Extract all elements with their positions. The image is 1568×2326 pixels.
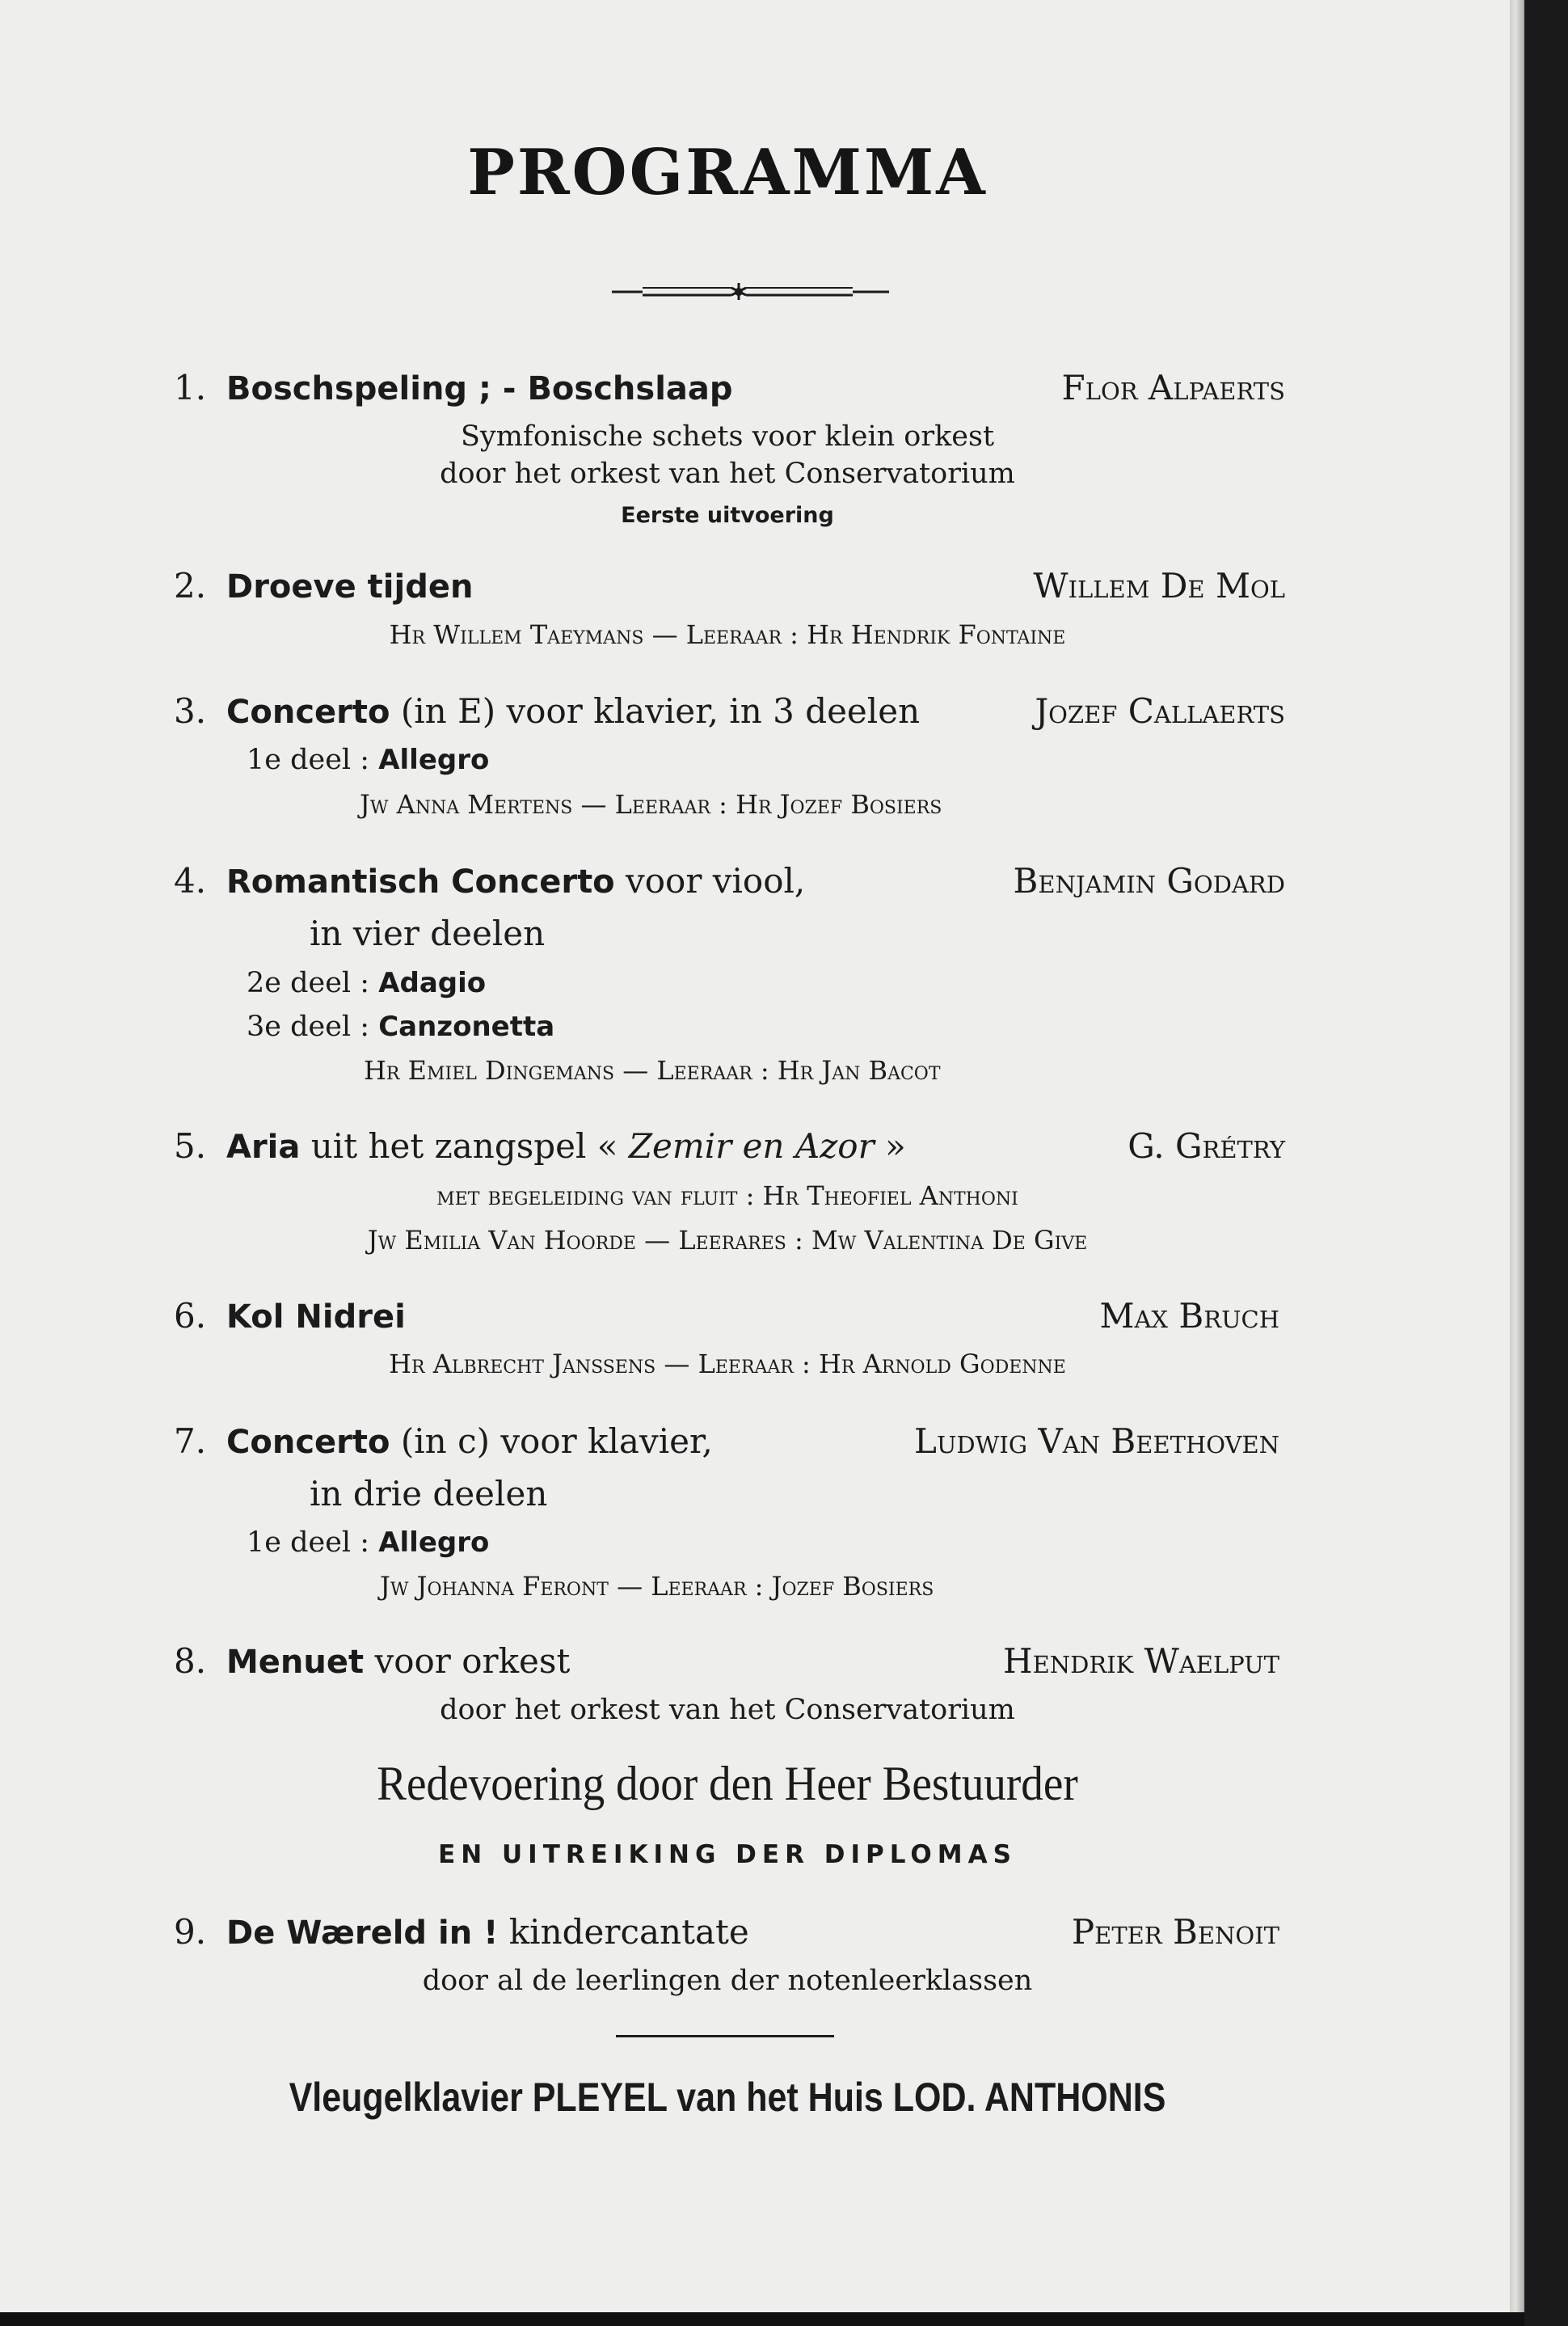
composer-name: Peter Benoit	[1071, 1912, 1279, 1952]
performer-line: Hr Albrecht Janssens — Leeraar : Hr Arnold Godenne	[389, 1349, 1066, 1379]
movement-line: 1e deel : Allegro	[247, 744, 490, 776]
work-subtitle: in drie deelen	[310, 1474, 548, 1513]
work-description: Symfonische schets voor klein orkest	[460, 420, 995, 453]
item-number: 1.	[174, 368, 207, 407]
item-number: 4.	[174, 861, 207, 901]
performer-line: Jw Emilia Van Hoorde — Leerares : Mw Valentina De Give	[367, 1225, 1088, 1256]
work-title: Droeve tijden	[226, 568, 474, 606]
page-title: PROGRAMMA	[467, 136, 988, 209]
page-edge	[1510, 0, 1524, 2326]
item-number: 3.	[174, 691, 207, 731]
accompaniment-line: met begeleiding van fluit : Hr Theofiel Anthoni	[436, 1180, 1018, 1211]
speech-heading: Redevoering door den Heer Bestuurder	[377, 1757, 1078, 1810]
performer-line: Jw Johanna Feront — Leeraar : Jozef Bosiers	[380, 1571, 934, 1602]
performer-line: door het orkest van het Conservatorium	[440, 1694, 1015, 1726]
item-number: 7.	[174, 1421, 207, 1461]
ornament-divider	[610, 278, 893, 306]
composer-name: Hendrik Waelput	[1002, 1641, 1279, 1681]
work-title: Aria uit het zangspel « Zemir en Azor »	[226, 1126, 906, 1166]
scan-background	[1524, 0, 1568, 2326]
item-number: 5.	[174, 1126, 207, 1166]
composer-name: Willem De Mol	[1033, 566, 1285, 606]
composer-name: Benjamin Godard	[1013, 861, 1285, 901]
diploma-award-heading: EN UITREIKING DER DIPLOMAS	[438, 1840, 1017, 1869]
item-number: 6.	[174, 1296, 207, 1336]
performer-line: Jw Anna Mertens — Leeraar : Hr Jozef Bosiers	[360, 789, 942, 820]
composer-name: G. Grétry	[1128, 1126, 1285, 1166]
composer-name: Max Bruch	[1099, 1296, 1279, 1336]
work-title: Kol Nidrei	[226, 1298, 406, 1336]
composer-name: Jozef Callaerts	[1035, 691, 1285, 731]
item-number: 9.	[174, 1912, 207, 1952]
performer-line: door het orkest van het Conservatorium	[440, 458, 1015, 490]
item-number: 8.	[174, 1641, 207, 1681]
work-subtitle: in vier deelen	[310, 914, 546, 953]
work-title: Romantisch Concerto voor viool,	[226, 861, 806, 901]
piano-sponsor-note: Vleugelklavier PLEYEL van het Huis LOD. ANTHONIS	[289, 2075, 1166, 2120]
performer-line: Hr Emiel Dingemans — Leeraar : Hr Jan Bacot	[364, 1055, 941, 1086]
work-title: Concerto (in c) voor klavier,	[226, 1421, 713, 1461]
composer-name: Flor Alpaerts	[1061, 368, 1285, 407]
item-number: 2.	[174, 566, 207, 606]
premiere-note: Eerste uitvoering	[621, 503, 834, 528]
movement-line: 2e deel : Adagio	[247, 967, 487, 999]
work-title: Menuet voor orkest	[226, 1641, 571, 1681]
performer-line: Hr Willem Taeymans — Leeraar : Hr Hendrik Fontaine	[389, 619, 1066, 650]
footer-rule	[616, 2035, 834, 2037]
work-title: Boschspeling ; - Boschslaap	[226, 370, 733, 407]
work-title: De Wæreld in ! kindercantate	[226, 1912, 749, 1952]
movement-line: 3e deel : Canzonetta	[247, 1011, 555, 1043]
performer-line: door al de leerlingen der notenleerklassen	[422, 1965, 1033, 1997]
work-title: Concerto (in E) voor klavier, in 3 deelen	[226, 691, 921, 731]
scan-background-bottom	[0, 2312, 1524, 2326]
movement-line: 1e deel : Allegro	[247, 1526, 490, 1559]
composer-name: Ludwig Van Beethoven	[914, 1421, 1279, 1461]
